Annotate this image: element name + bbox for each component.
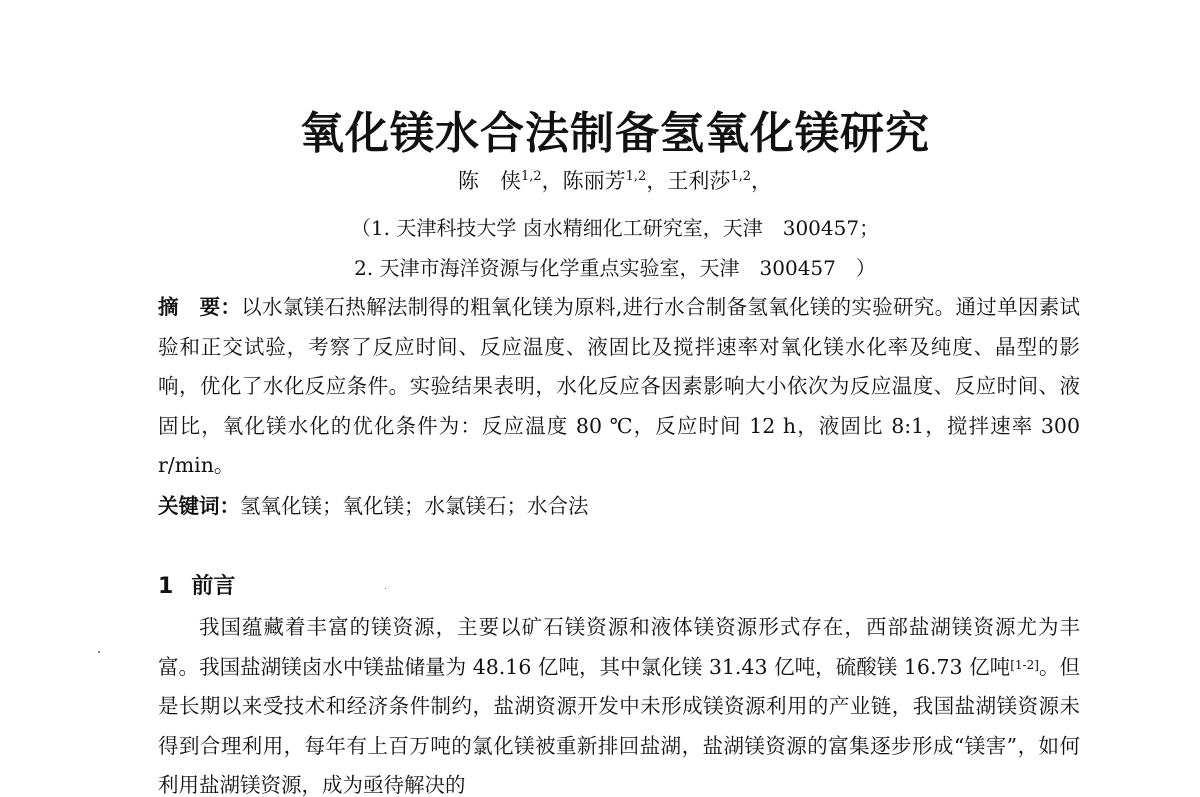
section-title: 前言: [191, 574, 236, 599]
scan-speck: [98, 651, 100, 653]
author-line: [0, 166, 1200, 196]
body-text-part-1: 我国蕴藏着丰富的镁资源，主要以矿石镁资源和液体镁资源形式存在，西部盐湖镁资源尤为丰富。我国盐湖镁卤水中镁盐储量为 48.16 亿吨，其中氯化镁 31.43 亿吨，硫酸镁 16.73 亿吨: [158, 615, 1080, 679]
abstract: [158, 288, 1080, 486]
author-name: 王利莎: [667, 169, 731, 193]
abstract-text: 以水氯镁石热解法制得的粗氧化镁为原料,进行水合制备氢氧化镁的实验研究。通过单因素试验和正交试验，考察了反应时间、反应温度、液固比及搅拌速率对氧化镁水化率及纯度、晶型的影响，优化了水化反应条件。实验结果表明，水化反应各因素影响大小依次为反应温度、反应时间、液固比，氧化镁水化的优化条件为：反应温度 80 ℃，反应时间 12 h，液固比 8:1，搅拌速率 300 r/min。: [158, 295, 1081, 477]
author-separator: ，: [646, 169, 668, 193]
author-affiliation-mark: 1,2: [730, 169, 752, 184]
author-separator: ，: [541, 169, 563, 193]
author-name: 陈 侠: [457, 169, 521, 193]
author-trailing-punctuation: ，: [751, 169, 773, 193]
author-affiliation-mark: 1,2: [625, 169, 647, 184]
abstract-label: 摘 要：: [158, 295, 242, 319]
keywords: [158, 488, 1080, 524]
section-body: [158, 608, 1080, 797]
author-affiliation-mark: 1,2: [520, 169, 542, 184]
section-number: 1: [158, 574, 174, 599]
author-name: 陈丽芳: [562, 169, 626, 193]
paper-title: 氧化镁水合法制备氢氧化镁研究: [300, 108, 930, 159]
affiliation-2: 2. 天津市海洋资源与化学重点实验室，天津 300457 ）: [354, 256, 876, 280]
keywords-label: 关键词：: [158, 494, 240, 518]
body-text-part-2: 。但是长期以来受技术和经济条件制约，盐湖资源开发中未形成镁资源利用的产业链，我国盐湖镁资源未得到合理利用，每年有上百万吨的氯化镁被重新排回盐湖，盐湖镁资源的富集逐步形成“镁害”，如何利用盐湖镁资源，成为亟待解决的: [158, 654, 1080, 797]
section-heading: [158, 570, 235, 604]
affiliation-1: （1. 天津科技大学 卤水精细化工研究室，天津 300457；: [350, 216, 880, 240]
citation-ref: [1-2]: [1010, 657, 1039, 672]
keywords-text: 氢氧化镁；氧化镁；水氯镁石；水合法: [240, 494, 589, 518]
scan-speck: [385, 588, 386, 589]
